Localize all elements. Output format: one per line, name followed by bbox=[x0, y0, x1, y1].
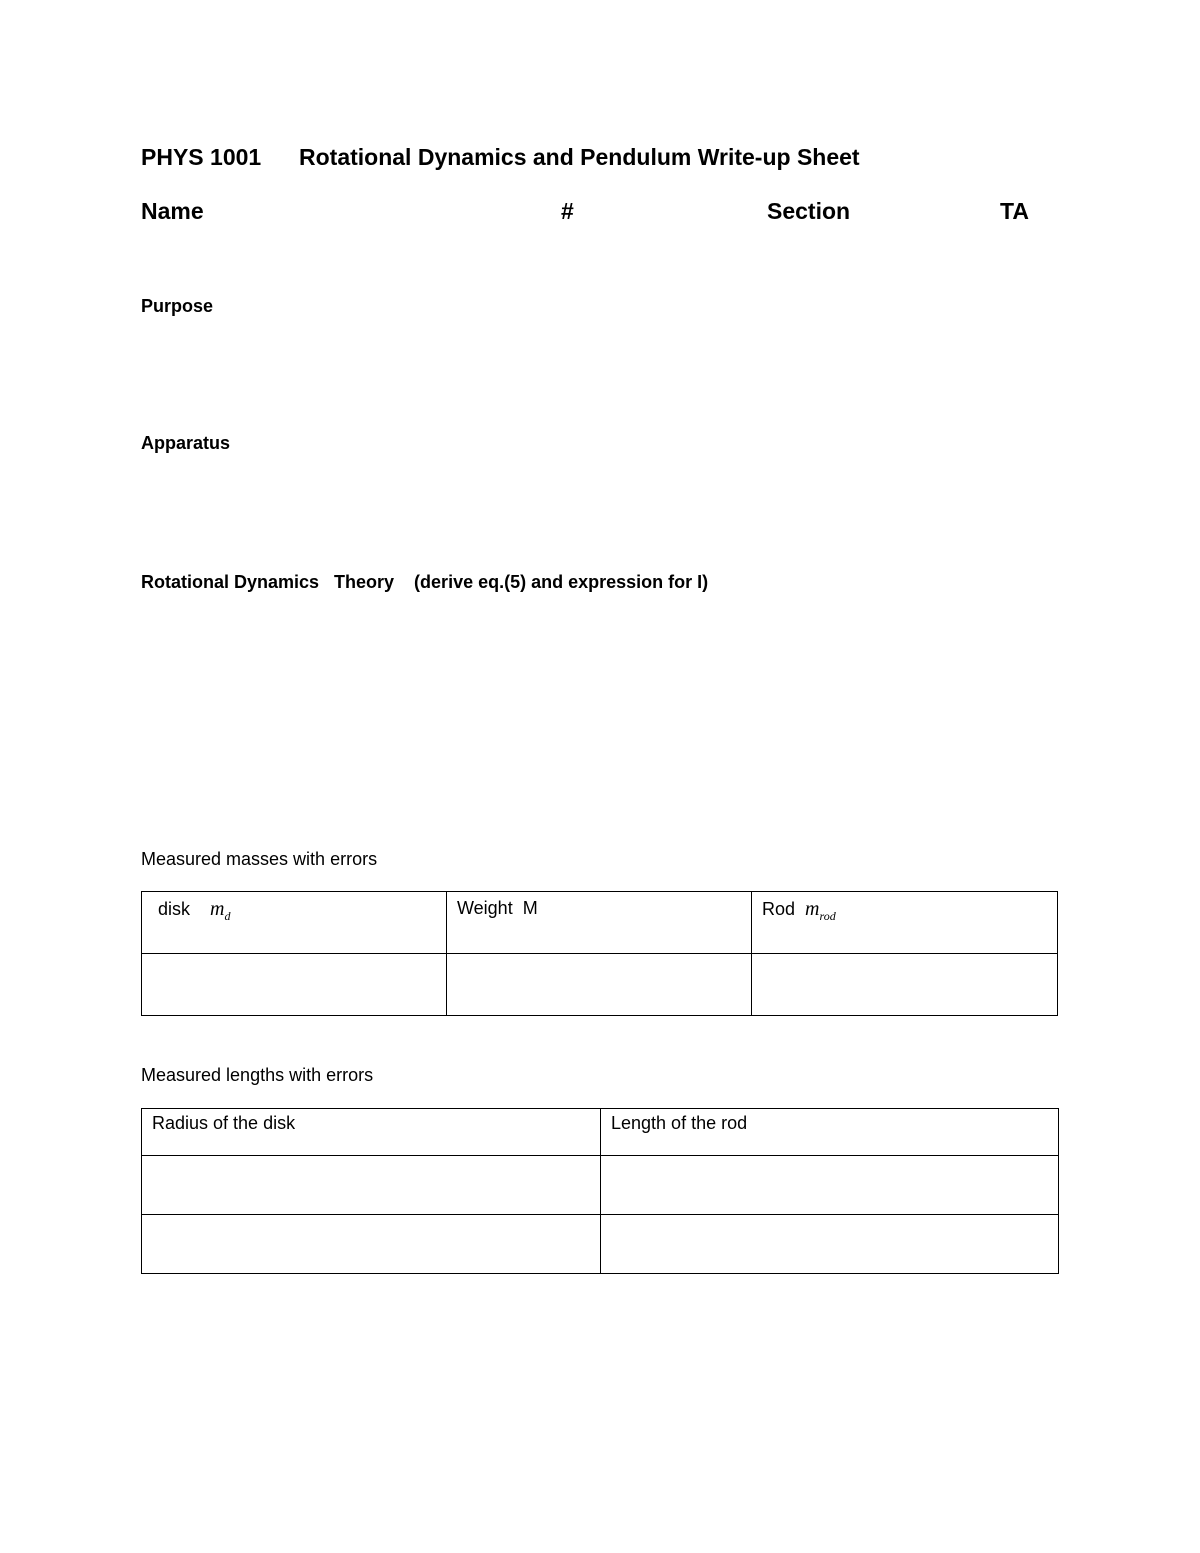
masses-header-disk-label: disk bbox=[158, 899, 191, 919]
masses-header-rod bbox=[752, 892, 1058, 954]
table-row bbox=[142, 1156, 1059, 1215]
lengths-header-radius-label: Radius of the disk bbox=[152, 1113, 296, 1133]
masses-header-rod-label: Rod bbox=[762, 899, 796, 919]
disk-mass-symbol: $m_d$ bbox=[210, 898, 231, 923]
section-label: Section bbox=[767, 198, 851, 224]
lengths-header-row bbox=[142, 1109, 1059, 1156]
theory-heading: Rotational Dynamics Theory (derive eq.(5) and expression for I) bbox=[141, 572, 709, 592]
masses-value-weight[interactable] bbox=[447, 954, 752, 1016]
masses-value-rod[interactable] bbox=[752, 954, 1058, 1016]
lengths-value-radius-1[interactable] bbox=[142, 1156, 601, 1215]
lengths-table bbox=[141, 1108, 1059, 1274]
apparatus-heading: Apparatus bbox=[141, 433, 231, 453]
ta-label: TA bbox=[1000, 198, 1029, 224]
name-label: Name bbox=[141, 198, 204, 224]
lengths-caption: Measured lengths with errors bbox=[141, 1065, 374, 1085]
lengths-header-length-label: Length of the rod bbox=[611, 1113, 748, 1133]
lengths-value-radius-2[interactable] bbox=[142, 1215, 601, 1274]
masses-caption: Measured masses with errors bbox=[141, 849, 378, 869]
masses-header-row bbox=[142, 892, 1058, 954]
course-code: PHYS 1001 bbox=[141, 144, 262, 170]
masses-header-weight-label: Weight M bbox=[457, 898, 538, 918]
masses-header-disk bbox=[142, 892, 447, 954]
rod-mass-symbol: $m_{rod}$ bbox=[805, 898, 836, 923]
lengths-value-length-2[interactable] bbox=[601, 1215, 1059, 1274]
number-label: # bbox=[561, 198, 574, 224]
lengths-header-radius bbox=[142, 1109, 601, 1156]
masses-value-disk[interactable] bbox=[142, 954, 447, 1016]
table-row bbox=[142, 1215, 1059, 1274]
masses-header-weight bbox=[447, 892, 752, 954]
page-title: Rotational Dynamics and Pendulum Write-up Sheet bbox=[299, 144, 860, 170]
table-row bbox=[142, 954, 1058, 1016]
purpose-heading: Purpose bbox=[141, 296, 214, 316]
lengths-value-length-1[interactable] bbox=[601, 1156, 1059, 1215]
lengths-header-length bbox=[601, 1109, 1059, 1156]
masses-table bbox=[141, 891, 1058, 1016]
